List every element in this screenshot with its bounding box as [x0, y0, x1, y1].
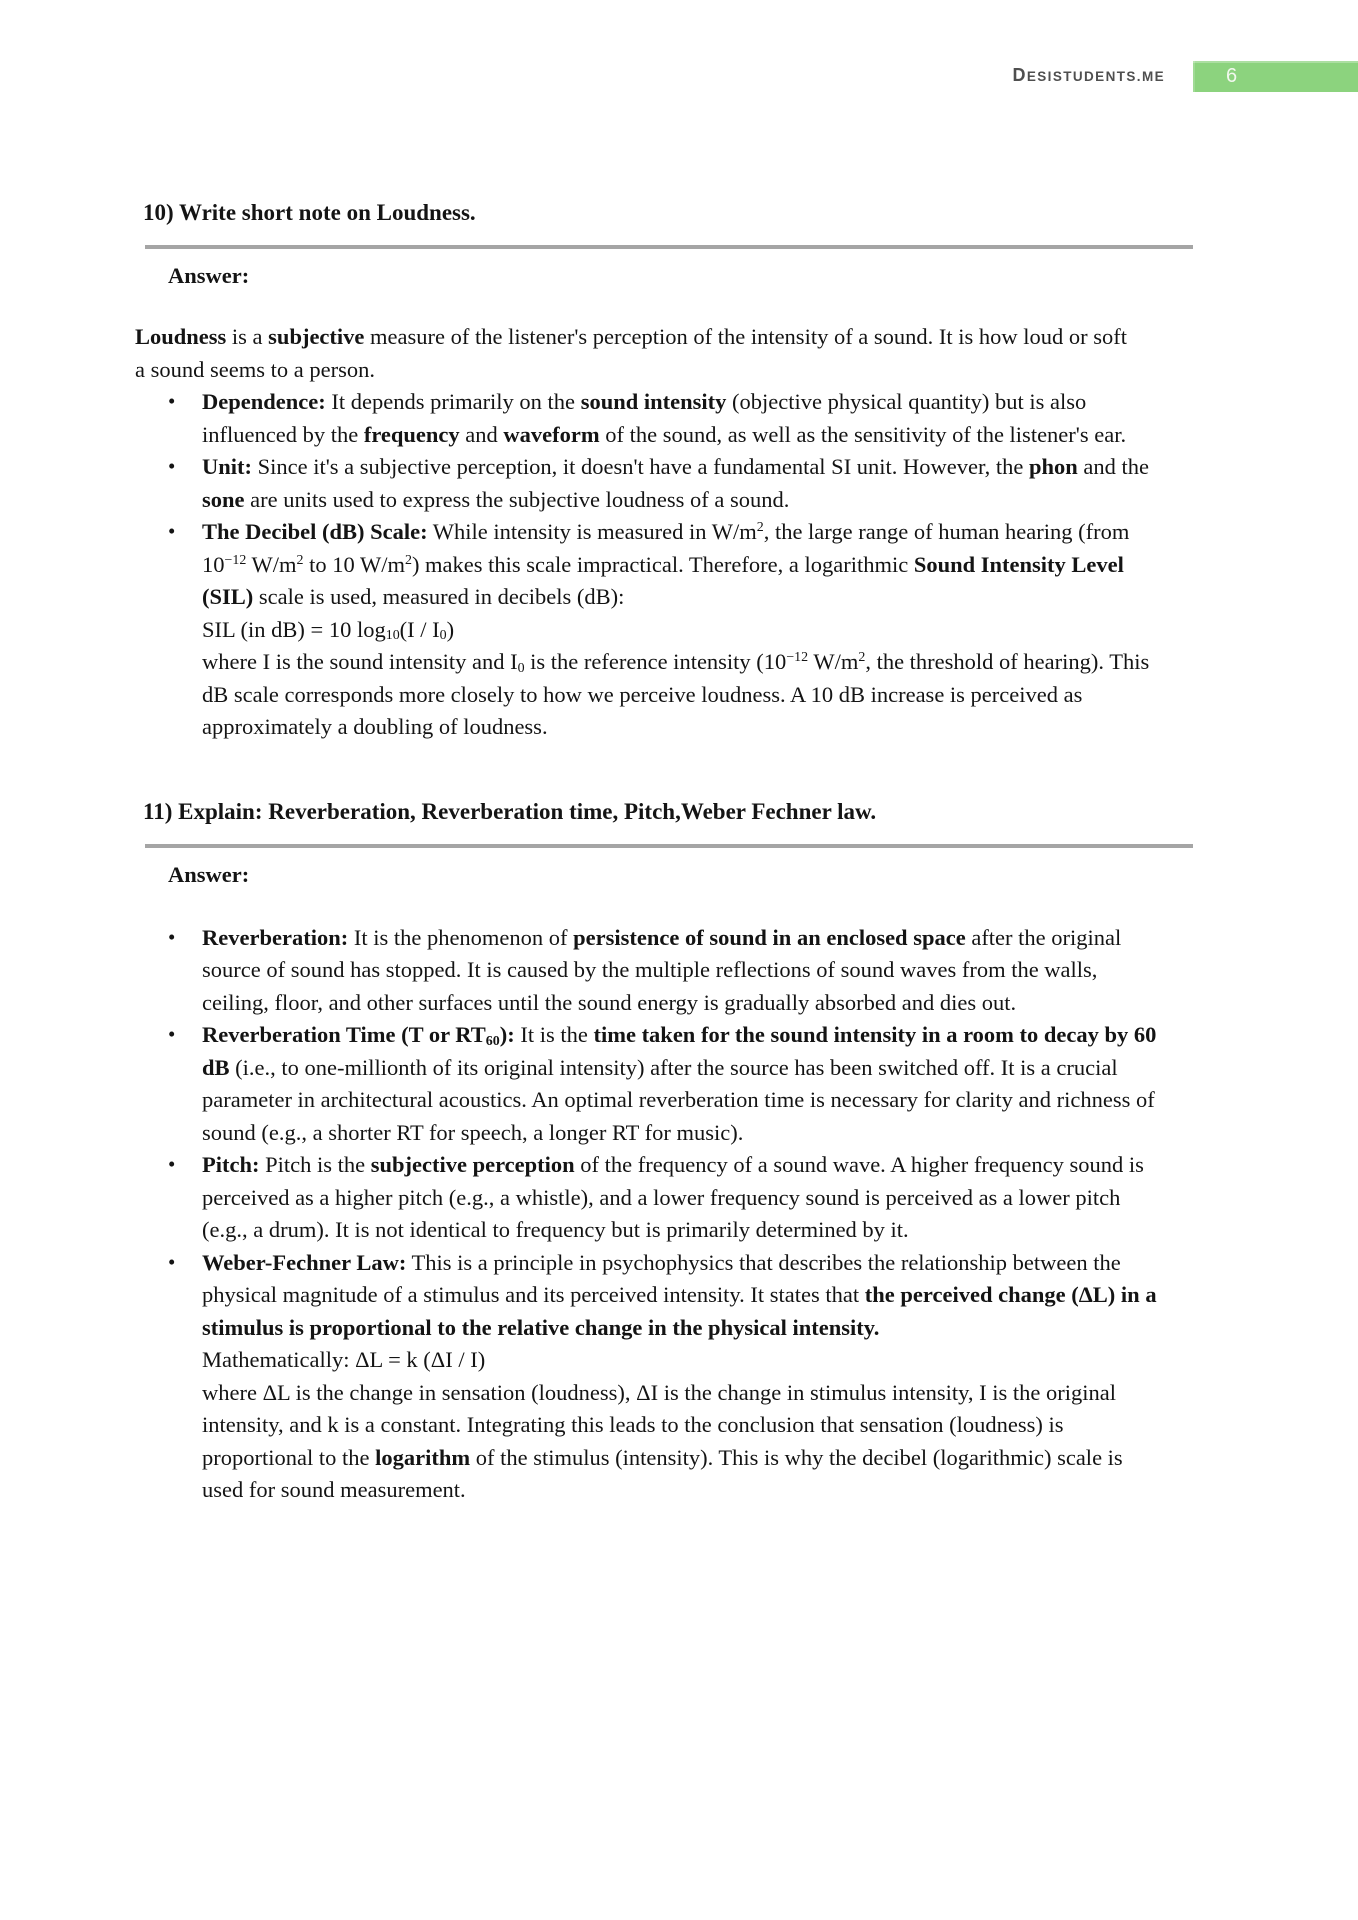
bullet-text: Dependence: It depends primarily on the sound intensity (objective physical quantity) but is also influenced by the frequency and waveform of the sound, as well as the sensitivity of the listener's ear.	[202, 389, 1127, 447]
bullet-item	[168, 451, 1157, 516]
bullet-dot-icon: •	[168, 454, 176, 478]
bullet-list	[168, 922, 1358, 1507]
intro-paragraph: Loudness is a subjective measure of the listener's perception of the intensity of a sound. It is how loud or soft a sound seems to a person.	[135, 324, 1128, 382]
answer-label: Answer:	[168, 263, 250, 288]
bullet-dot-icon: •	[168, 1249, 176, 1274]
question-11-section	[0, 797, 1358, 1507]
horizontal-rule	[145, 844, 1193, 848]
bullet-dot-icon: •	[168, 389, 176, 413]
bullet-item	[168, 1247, 1157, 1507]
question-10-title: 10) Write short note on Loudness.	[143, 200, 476, 225]
bullet-item	[168, 1149, 1157, 1247]
bullet-list	[168, 386, 1358, 744]
bullet-item	[168, 516, 1157, 744]
question-10-section	[0, 198, 1358, 744]
bullet-text: Weber-Fechner Law: This is a principle in psychophysics that describes the relationship between the physical magnitude of a stimulus and its perceived intensity. It states that the perceived change (ΔL) in a stimulus is proportional to the relative change in the physical intensity. Mathematically: ΔL = k (ΔI / I) where ΔL is the change in sensation (loudness), ΔI is the change in stimulus intensity, I is the original intensity, and k is a constant. Integrating this leads to the conclusion that sensation (loudness) is proportional to the logarithm of the stimulus (intensity). This is why the decibel (logarithmic) scale is used for sound measurement.	[202, 1249, 1157, 1502]
answer-label: Answer:	[168, 861, 250, 887]
bullet-text: Unit: Since it's a subjective perception, it doesn't have a fundamental SI unit. However, the phon and the sone are units used to express the subjective loudness of a sound.	[202, 454, 1150, 512]
bullet-item	[168, 922, 1157, 1020]
bullet-text: The Decibel (dB) Scale: While intensity is measured in $W/m^2$, the large range of human hearing (from $10^{-12}$ $W/m^2$ to 10 $W/m^2$) makes this scale impractical. Therefore, a logarithmic Sound Intensity Level (SIL) scale is used, measured in decibels (dB): SIL (in dB) = 10 $\log_{10}(I / I_0)$ where I is the sound intensity and $I_0$ is the reference intensity ($10^{-12}$ $W/m^2$, the threshold of hearing). This dB scale corresponds more closely to how we perceive loudness. A 10 dB increase is perceived as approximately a doubling of loudness.	[202, 519, 1150, 739]
bullet-dot-icon: •	[168, 924, 176, 949]
bullet-dot-icon: •	[168, 519, 176, 543]
bullet-dot-icon: •	[168, 1152, 176, 1176]
bullet-text: Reverberation: It is the phenomenon of persistence of sound in an enclosed space after the original source of sound has stopped. It is caused by the multiple reflections of sound waves from the walls, ceiling, floor, and other surfaces until the sound energy is gradually absorbed and dies out.	[202, 924, 1122, 1015]
bullet-text: Reverberation Time (T or $RT_{60}$): It is the time taken for the sound intensity in a room to decay by 60 dB (i.e., to one-millionth of its original intensity) after the source has been switched off. It is a crucial parameter in architectural acoustics. An optimal reverberation time is necessary for clarity and richness of sound (e.g., a shorter RT for speech, a longer RT for music).	[202, 1022, 1157, 1145]
bullet-text: Pitch: Pitch is the subjective perception of the frequency of a sound wave. A higher frequency sound is perceived as a higher pitch (e.g., a whistle), and a lower frequency sound is perceived as a lower pitch (e.g., a drum). It is not identical to frequency but is primarily determined by it.	[202, 1152, 1144, 1242]
question-11-title: 11) Explain: Reverberation, Reverberation time, Pitch,Weber Fechner law.	[143, 798, 877, 824]
document-body	[0, 198, 1358, 1507]
site-name-label: DESISTUDENTS.ME	[1012, 65, 1165, 85]
bullet-dot-icon: •	[168, 1022, 176, 1046]
page-number-badge	[1193, 61, 1358, 92]
bullet-item	[168, 386, 1157, 451]
bullet-item	[168, 1019, 1157, 1149]
page-number: 6	[1226, 64, 1238, 87]
page-header	[0, 60, 1358, 92]
horizontal-rule	[145, 245, 1193, 249]
